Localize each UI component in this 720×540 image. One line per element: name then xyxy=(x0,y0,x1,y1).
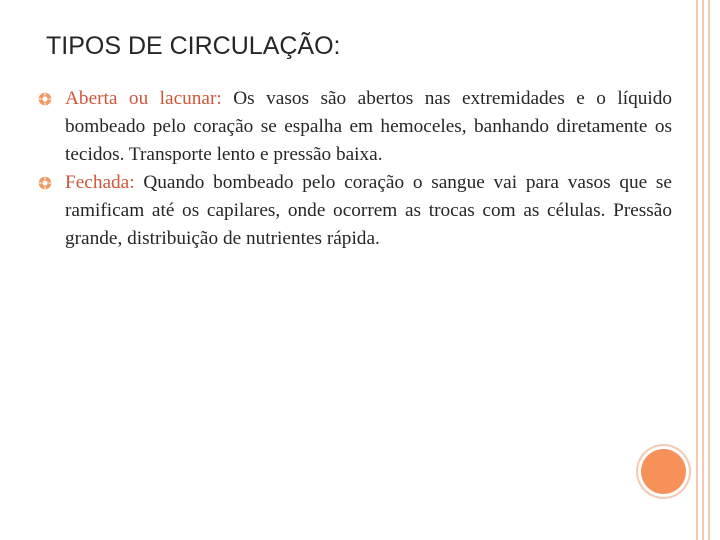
bullet-term: Aberta ou lacunar: xyxy=(65,88,222,109)
slide-title: TIPOS DE CIRCULAÇÃO: xyxy=(46,32,341,60)
decorative-edge-line xyxy=(702,0,704,540)
sun-bullet-icon xyxy=(38,176,52,190)
bullet-list xyxy=(38,85,672,253)
bullet-text: Os vasos são abertos nas extremidades e o líquido bombeado pelo coração se espalha em hemoceles, banhando diretamente os tecidos. Transporte lento e pressão baixa. xyxy=(65,88,672,165)
bullet-text: Quando bombeado pelo coração o sangue vai para vasos que se ramificam até os capilares, onde ocorrem as trocas com as células. Pressão grande, distribuição de nutrientes rápida. xyxy=(65,172,672,249)
sun-bullet-icon xyxy=(38,92,52,106)
bullet-term: Fechada: xyxy=(65,172,135,193)
decorative-edge-line xyxy=(696,0,698,540)
bullet-item-aberta xyxy=(38,85,672,169)
decorative-edge-line xyxy=(708,0,710,540)
bullet-item-fechada xyxy=(38,169,672,253)
decorative-circle xyxy=(641,449,686,494)
